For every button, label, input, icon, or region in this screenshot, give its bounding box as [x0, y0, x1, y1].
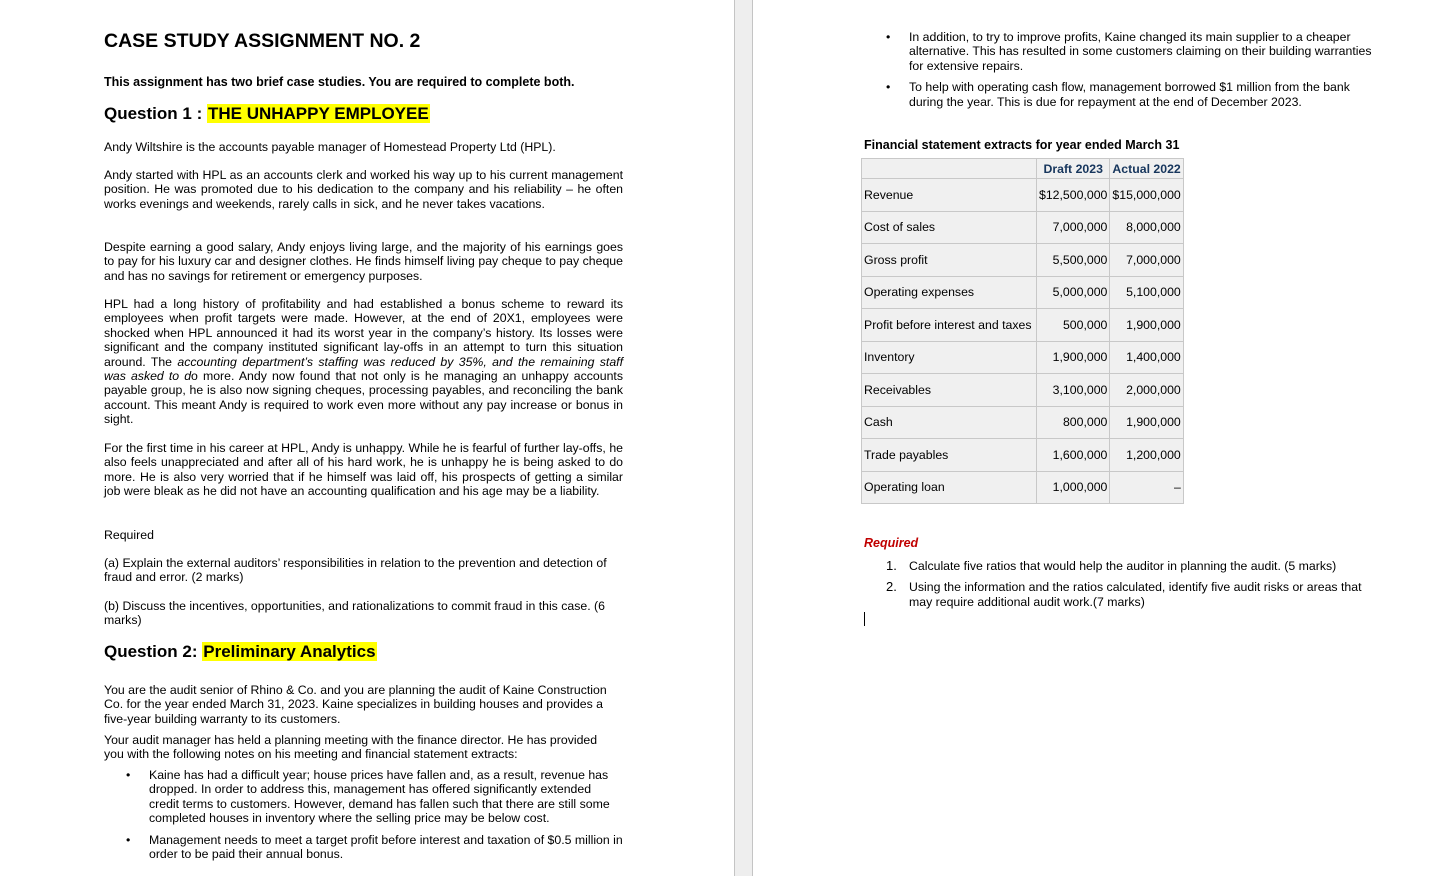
question2-label: Question 2: [104, 642, 203, 661]
q2-required-list [864, 559, 1384, 616]
bullet-icon: • [126, 832, 131, 847]
table-row: Receivables 3,100,000 2,000,000 [862, 374, 1184, 407]
table-row: Revenue $12,500,000 $15,000,000 [862, 179, 1184, 212]
q2-paragraph-2: Your audit manager has held a planning meeting with the finance director. He has provided you with the following notes on his meeting and financial statement extracts: [104, 733, 598, 762]
question1-heading [104, 104, 430, 124]
q2-notes-list-right [864, 30, 1384, 116]
financial-statement-table [861, 158, 1184, 504]
text-cursor[interactable] [864, 612, 865, 626]
q1-paragraph-3: Despite earning a good salary, Andy enjoys living large, and the majority of his earnings goes to pay for his luxury car and designer clothes. He finds himself living pay cheque to pay cheque and has no savings for retirement or emergency purposes. [104, 240, 623, 283]
q1-paragraph-5: For the first time in his career at HPL, Andy is unhappy. While he is fearful of further lay-offs, he also feels unappreciated and after all of his hard work, he is unhappy he is being asked to do more. He is also very worried that if he himself was laid off, his prospects of getting a similar job were bleak as he did not have an accounting qualification and his age may be a liability. [104, 441, 623, 499]
q1-paragraph-4-italic: accounting department’s staffing was reduced by 35%, and the remaining staff was asked to d [104, 354, 623, 384]
bullet-icon: • [886, 80, 891, 95]
q1-paragraph-4-part2: o more. Andy now found that not only is he managing an unhappy accounts payable group, he is also now signing cheques, processing payables, and reconciling the bank account. This meant Andy is required to work even more without any pay increase or bonus in sight. [104, 369, 623, 427]
table-row: Cash 800,000 1,900,000 [862, 406, 1184, 439]
list-item: • In addition, to try to improve profits, Kaine changed its main supplier to a cheaper alternative. This has resulted in some customers claiming on their building warranties for extensive repairs. [886, 30, 1372, 73]
table-row: Operating loan 1,000,000 – [862, 471, 1184, 504]
column-header-draft-2023: Draft 2023 [1037, 159, 1110, 179]
table-row: Gross profit 5,500,000 7,000,000 [862, 244, 1184, 277]
table-row: Trade payables 1,600,000 1,200,000 [862, 439, 1184, 472]
question1-label: Question 1 : [104, 104, 207, 123]
q1-required-label: Required [104, 528, 154, 542]
intro-text: This assignment has two brief case studies. You are required to complete both. [104, 75, 575, 89]
question2-highlight: Preliminary Analytics [203, 642, 376, 661]
question1-highlight: THE UNHAPPY EMPLOYEE [207, 104, 429, 123]
bullet-icon: • [126, 768, 131, 782]
q2-paragraph-1: You are the audit senior of Rhino & Co. and you are planning the audit of Kaine Construction Co. for the year ended March 31, 2023. Kaine specializes in building houses and provides a five-year building warranty to its customers. [104, 683, 607, 726]
table-row: Cost of sales 7,000,000 8,000,000 [862, 211, 1184, 244]
q2-notes-list-left [104, 768, 624, 868]
q1-paragraph-4-part1: HPL had a long history of profitability and had established a bonus scheme to reward its employees when profit targets were made. However, at the end of 20X1, employees were shocked when HPL announced it had its worst year in the company’s history. Its losses were significant and the company instituted significant lay-offs in an attempt to turn this situation around. The [104, 297, 623, 369]
q1-part-b: (b) Discuss the incentives, opportunities, and rationalizations to commit fraud in this case. (6 marks) [104, 599, 605, 628]
list-item: • Management needs to meet a target profit before interest and taxation of $0.5 million in order to be paid their annual bonus. [126, 832, 623, 862]
q2-required-label: Required [864, 536, 919, 550]
table-row: Operating expenses 5,000,000 5,100,000 [862, 276, 1184, 309]
page-divider [734, 0, 753, 876]
list-item: • To help with operating cash flow, management borrowed $1 million from the bank during the year. This is due for repayment at the end of December 2023. [886, 80, 1350, 109]
list-item: • Kaine has had a difficult year; house prices have fallen and, as a result, revenue has dropped. In order to address this, management has offered significantly extended credit terms to customers. However, demand has fallen such that there are still some completed houses in inventory where the selling price may be below cost. [126, 768, 610, 826]
q1-part-a: (a) Explain the external auditors’ responsibilities in relation to the prevention and detection of fraud and error. (2 marks) [104, 556, 607, 585]
document-title: CASE STUDY ASSIGNMENT NO. 2 [104, 30, 421, 52]
q1-paragraph-2: Andy started with HPL as an accounts clerk and worked his way up to his current management position. He was promoted due to his dedication to the company and his reliability – he often works evenings and weekends, rarely calls in sick, and he never takes vacations. [104, 168, 623, 211]
table-row: Inventory 1,900,000 1,400,000 [862, 341, 1184, 374]
list-item: 2. Using the information and the ratios calculated, identify five audit risks or areas that may require additional audit work.(7 marks) [886, 579, 1362, 609]
table-row: Profit before interest and taxes 500,000 1,900,000 [862, 309, 1184, 342]
question2-heading [104, 642, 377, 662]
q1-paragraph-1: Andy Wiltshire is the accounts payable manager of Homestead Property Ltd (HPL). [104, 140, 556, 154]
q1-paragraph-4 [104, 297, 623, 427]
financial-statement-title: Financial statement extracts for year ended March 31 [864, 138, 1180, 152]
column-header-actual-2022: Actual 2022 [1110, 159, 1183, 179]
list-number: 1. [886, 558, 897, 573]
bullet-icon: • [886, 30, 891, 44]
table-header-row [862, 159, 1184, 179]
list-item: 1. Calculate five ratios that would help the auditor in planning the audit. (5 marks) [886, 558, 1337, 573]
column-header-label [862, 159, 1037, 179]
list-number: 2. [886, 579, 897, 595]
